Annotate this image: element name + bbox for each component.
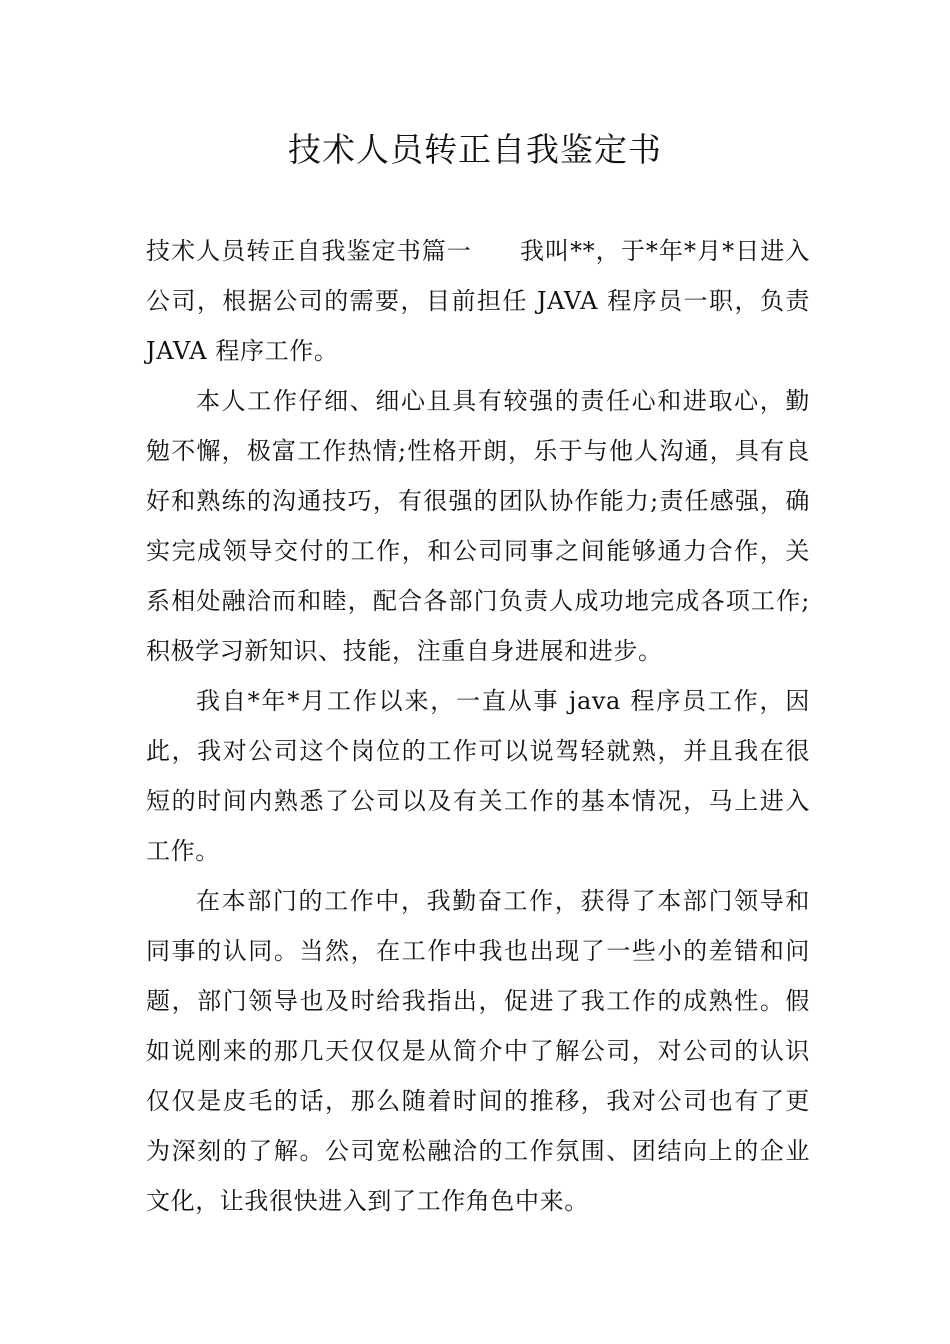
paragraph-4: 在本部门的工作中，我勤奋工作，获得了本部门领导和同事的认同。当然，在工作中我也出现了一些小的差错和问题，部门领导也及时给我指出，促进了我工作的成熟性。假如说刚来的那几天仅仅是从简介中了解公司，对公司的认识仅仅是皮毛的话，那么随着时间的推移，我对公司也有了更为深刻的了解。公司宽松融洽的工作氛围、团结向上的企业文化，让我很快进入到了工作角色中来。 — [146, 887, 810, 1215]
page-title: 技术人员转正自我鉴定书 — [288, 130, 662, 169]
paragraph-3: 我自*年*月工作以来，一直从事 java 程序员工作，因此，我对公司这个岗位的工作可以说驾轻就熟，并且我在很短的时间内熟悉了公司以及有关工作的基本情况，马上进入工作。 — [146, 687, 810, 865]
document-body — [146, 226, 810, 1226]
paragraph-text: 我叫**，于*年*月*日进入公司，根据公司的需要，目前担任 JAVA 程序员一职，负责 JAVA 程序工作。 — [146, 237, 810, 365]
section-heading: 技术人员转正自我鉴定书篇一 — [146, 237, 472, 265]
paragraph-2: 本人工作仔细、细心且具有较强的责任心和进取心，勤勉不懈，极富工作热情;性格开朗，乐于与他人沟通，具有良好和熟练的沟通技巧，有很强的团队协作能力;责任感强，确实完成领导交付的工作，和公司同事之间能够通力合作，关系相处融洽而和睦，配合各部门负责人成功地完成各项工作;积极学习新知识、技能，注重自身进展和进步。 — [146, 387, 810, 665]
paragraph-1 — [146, 226, 810, 376]
